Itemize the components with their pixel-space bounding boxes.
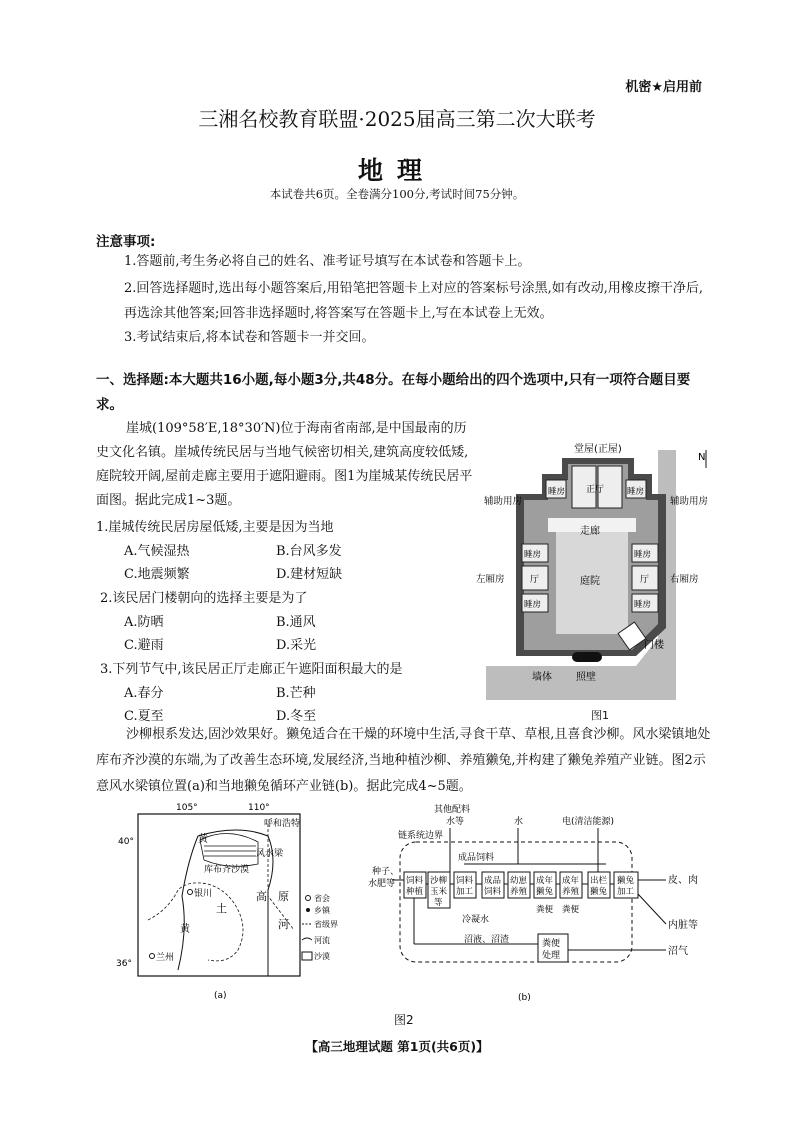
label-out-1: 皮、肉 <box>668 875 698 886</box>
figure-1-caption: 图1 <box>591 709 609 722</box>
legend-capital: 省会 <box>314 894 330 903</box>
box-b6: 成年 <box>536 876 554 886</box>
q2-option-b: B.通风 <box>276 615 316 630</box>
label-hall-l: 厅 <box>530 575 540 585</box>
box-b6b: 獭兔 <box>536 887 554 897</box>
label-courtyard: 庭院 <box>580 576 600 587</box>
q1-option-c: C.地震频繁 <box>124 567 190 582</box>
legend-border: 省级界 <box>314 920 338 929</box>
notice-item-3: 3.考试结束后,将本试卷和答题卡一并交回。 <box>124 330 375 345</box>
legend-town-icon <box>306 908 310 912</box>
label-chengpin: 成品饲料 <box>458 853 495 863</box>
section-heading: 一、选择题:本大题共16小题,每小题3分,共48分。在每小题给出的四个选项中,只有一项符合题目要求。 <box>96 372 691 413</box>
label-tu: 土 <box>216 902 227 915</box>
q3-option-c: C.夏至 <box>124 709 164 724</box>
label-kubuqi: 库布齐沙漠 <box>204 865 250 875</box>
legend-town: 乡镇 <box>314 906 330 915</box>
passage-2: 沙柳根系发达,固沙效果好。獭兔适合在干燥的环境中生活,寻食干草、草根,且喜食沙柳。风水梁镇地处库布齐沙漠的东端,为了改善生态环境,发展经济,当地种植沙柳、养殖獭兔,并构建了獭兔养殖产业链。图2示意风水梁镇位置(a)和当地獭兔循环产业链(b)。据此完成4~5题。 <box>96 727 711 794</box>
legend-river-icon <box>302 938 312 940</box>
q2-option-d: D.采光 <box>276 638 317 653</box>
box-treat: 粪便 <box>542 939 561 949</box>
figure-2-caption: 图2 <box>394 1013 414 1027</box>
label-other-ingredients: 其他配料 <box>434 805 471 815</box>
box-b7: 成年 <box>562 876 580 886</box>
label-gao: 高 <box>256 890 267 903</box>
label-boundary: 链系统边界 <box>398 831 444 841</box>
box-b3b: 加工 <box>456 887 474 897</box>
label-fengshuiliang: 风水梁 <box>256 849 284 859</box>
label-right-wing: 右厢房 <box>670 574 699 585</box>
legend-river: 河流 <box>314 936 330 945</box>
label-he: 河 <box>278 918 289 931</box>
label-fenbian-1: 粪便 <box>536 905 554 915</box>
q3-option-a: A.春分 <box>124 686 164 701</box>
sub-b-caption: (b) <box>518 993 531 1003</box>
lat-40: 40° <box>118 837 134 847</box>
notice-item-2: 2.回答选择题时,选出每小题答案后,用铅笔把答题卡上对应的答案标号涂黑,如有改动,用橡皮擦干净后,再选涂其他答案;回答非选择题时,将答案写在答题卡上,写在本试卷上无效。 <box>124 281 704 321</box>
box-b1: 饲料 <box>406 876 424 886</box>
box-b7b: 养殖 <box>562 887 580 897</box>
lanzhou-marker <box>150 954 155 959</box>
label-screen: 照壁 <box>576 672 596 683</box>
label-aux-left: 辅助用房 <box>484 496 523 507</box>
label-bedroom-tl: 睡房 <box>548 487 566 497</box>
label-corridor: 走廊 <box>580 526 600 537</box>
box-b2c: 等 <box>434 898 443 908</box>
label-electricity: 电(清洁能源) <box>562 817 615 827</box>
exam-title: 三湘名校教育联盟·2025届高三第二次大联考 <box>198 107 596 131</box>
figure-2a-map <box>116 800 338 1008</box>
box-b5: 幼崽 <box>510 876 528 886</box>
box-b1b: 种植 <box>406 887 424 897</box>
label-lanzhou: 兰州 <box>156 953 175 963</box>
page-footer: 【高三地理试题 第1页(共6页)】 <box>305 1039 489 1054</box>
q3-option-b: B.芒种 <box>276 686 316 701</box>
q1-option-d: D.建材短缺 <box>276 567 343 582</box>
q1-option-a: A.气候湿热 <box>124 544 190 559</box>
label-huhehaote: 呼和浩特 <box>264 819 301 829</box>
box-b9: 獭兔 <box>617 876 635 886</box>
label-slurry: 沼液、沼渣 <box>464 935 510 945</box>
lon-105: 105° <box>176 803 198 813</box>
figure-2b-chain <box>366 800 710 1008</box>
label-fenbian-2: 粪便 <box>562 905 580 915</box>
box-b2b: 玉米 <box>430 887 448 897</box>
subject-title: 地理 <box>357 156 436 185</box>
q2-option-a: A.防晒 <box>124 615 164 630</box>
label-aux-right: 辅助用房 <box>670 496 709 507</box>
label-left-wing: 左厢房 <box>476 574 505 585</box>
label-out-3: 沼气 <box>668 946 688 957</box>
question-2-stem: 2.该民居门楼朝向的选择主要是为了 <box>100 591 308 606</box>
q2-option-c: C.避雨 <box>124 638 164 653</box>
sub-a-caption: (a) <box>214 991 227 1001</box>
label-water-etc: 水等 <box>446 817 465 827</box>
label-main-hall: 堂屋(正屋) <box>574 444 622 455</box>
label-gate: 门楼 <box>644 640 664 651</box>
legend-desert: 沙漠 <box>314 952 330 961</box>
notice-heading: 注意事项: <box>96 234 156 250</box>
label-bedroom-tr: 睡房 <box>627 487 645 497</box>
box-b8: 出栏 <box>590 876 608 886</box>
question-1-stem: 1.崖城传统民居房屋低矮,主要是因为当地 <box>96 520 334 535</box>
notice-item-1: 1.答题前,考生务必将自己的姓名、准考证号填写在本试卷和答题卡上。 <box>124 254 531 269</box>
exam-info: 本试卷共6页。全卷满分100分,考试时间75分钟。 <box>269 187 525 201</box>
label-seed: 种子、 <box>372 867 400 877</box>
label-huang-1: 黄 <box>198 834 208 845</box>
figure-1-floor-plan <box>476 438 716 700</box>
label-bedroom-r1: 睡房 <box>634 550 652 560</box>
box-b4: 成品 <box>484 876 502 886</box>
box-treat2: 处理 <box>542 951 561 961</box>
box-b3: 饲料 <box>456 876 474 886</box>
question-3-stem: 3.下列节气中,该民居正厅走廊正午遮阳面积最大的是 <box>100 662 403 677</box>
q3-option-d: D.冬至 <box>276 709 317 724</box>
legend-capital-icon <box>306 896 311 901</box>
label-bedroom-l2: 睡房 <box>524 600 542 610</box>
lon-110: 110° <box>248 803 270 813</box>
label-wall: 墙体 <box>532 672 552 683</box>
label-yinchuan: 银川 <box>194 889 213 899</box>
box-b5b: 养殖 <box>510 887 528 897</box>
label-seed2: 水肥等 <box>368 879 396 889</box>
label-out-2: 内脏等 <box>668 920 698 931</box>
confidential-mark: 机密★启用前 <box>625 80 702 95</box>
label-zhengting: 正厅 <box>586 485 605 495</box>
screen-wall <box>572 652 602 662</box>
arrow-out-2 <box>638 894 666 924</box>
label-yuan: 原 <box>278 890 289 903</box>
yinchuan-marker <box>188 890 193 895</box>
label-bedroom-l1: 睡房 <box>524 550 542 560</box>
label-hall-r: 厅 <box>640 575 650 585</box>
passage-1: 崖城(109°58′E,18°30′N)位于海南省南部,是中国最南的历史文化名镇。崖城传统民居与当地气候密切相关,建筑高度较低矮,庭院较开阔,屋前走廊主要用于遮阳避雨。图1为崖城某传统民居平面图。据此完成1~3题。 <box>96 421 473 508</box>
box-b4b: 饲料 <box>484 887 502 897</box>
label-north: N <box>698 452 706 463</box>
box-b2: 沙柳 <box>430 876 448 886</box>
q1-option-b: B.台风多发 <box>276 544 342 559</box>
box-b8b: 獭兔 <box>590 887 608 897</box>
label-huang-2: 黄 <box>180 924 190 935</box>
lat-36: 36° <box>116 959 132 969</box>
label-cooling: 冷凝水 <box>462 915 490 925</box>
legend-desert-icon <box>302 952 312 960</box>
box-b9b: 加工 <box>617 887 635 897</box>
label-bedroom-r2: 睡房 <box>634 600 652 610</box>
label-water: 水 <box>514 817 524 827</box>
